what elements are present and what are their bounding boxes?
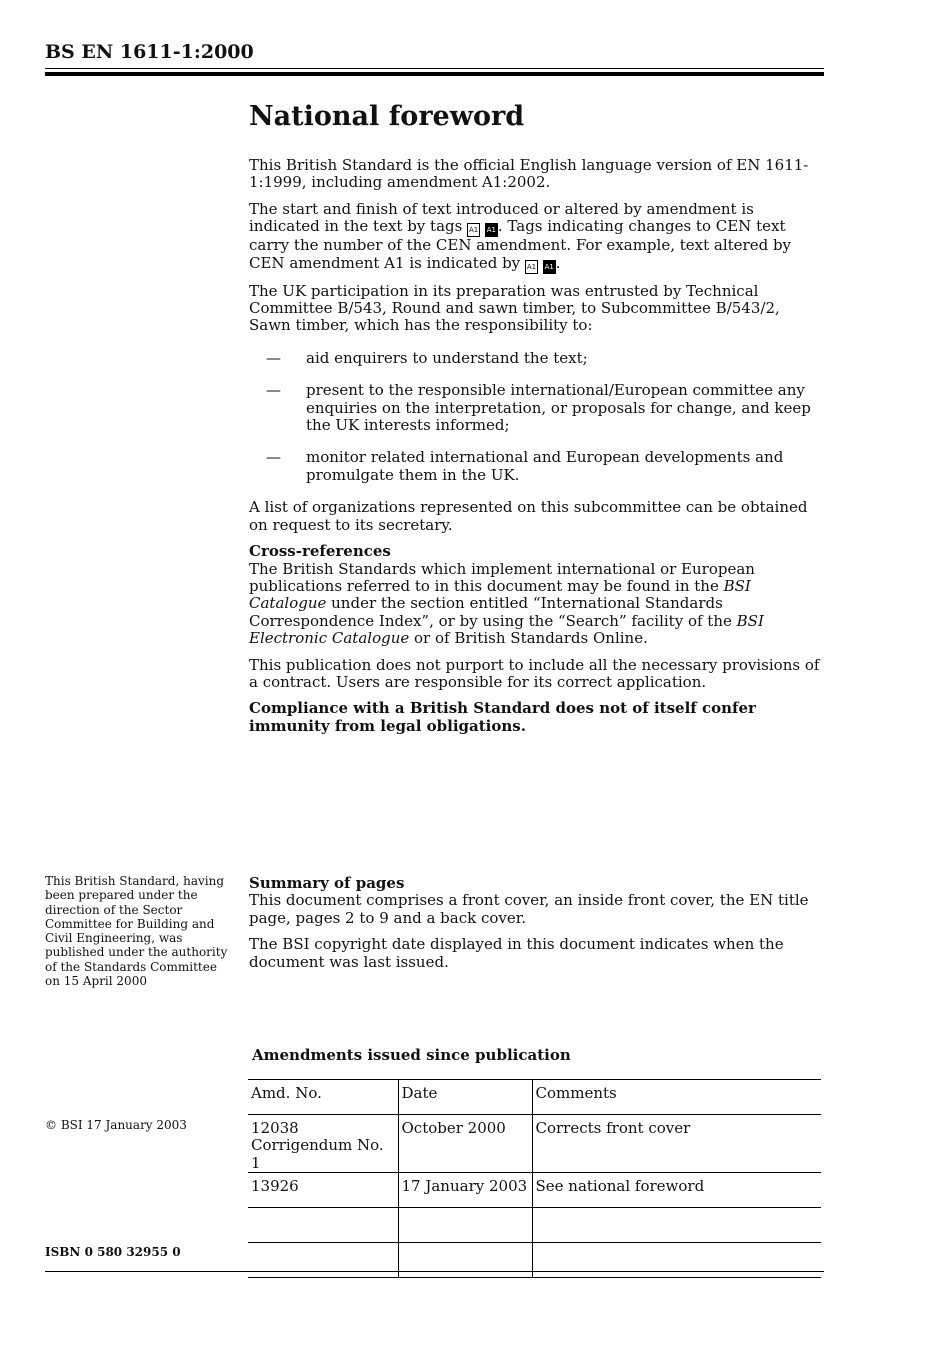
dash-bullet: —: [266, 448, 281, 467]
paragraph-amendment-tags: The start and finish of text introduced or altered by amendment is indicated in the text by tags A1 A1 . Tags indicating changes to CEN text carry the number of the CEN amendment. For example, text altered by CEN amendment A1 is indicated by A1 A1 .: [249, 199, 792, 272]
comments-cell: [532, 1208, 821, 1243]
table-row: [248, 1243, 821, 1278]
summary-heading: Summary of pages: [249, 874, 405, 892]
amendment-end-tag-icon: A1: [543, 260, 556, 274]
summary-paragraph-copyright: The BSI copyright date displayed in this document indicates when the document was last issued.: [249, 935, 784, 971]
copyright-notice: © BSI 17 January 2003: [45, 1118, 187, 1132]
list-item: — aid enquirers to understand the text;: [266, 348, 588, 367]
column-header-comments: Comments: [532, 1080, 821, 1115]
table-row: [248, 1115, 821, 1173]
list-item: — present to the responsible international/European committee any enquiries on the interpretation, or proposals for change, and keep the UK interests informed;: [266, 381, 811, 435]
isbn: ISBN 0 580 32955 0: [45, 1245, 181, 1259]
date-cell: October 2000: [398, 1115, 532, 1173]
amendment-start-tag-icon: A1: [467, 223, 480, 237]
table-row: [248, 1208, 821, 1243]
footer-rule: [45, 1271, 824, 1272]
dash-bullet: —: [266, 348, 281, 367]
paragraph-organizations: A list of organizations represented on this subcommittee can be obtained on request to its secretary.: [249, 498, 808, 534]
paragraph-committee: The UK participation in its preparation was entrusted by Technical Committee B/543, Round and sawn timber, to Subcommittee B/543/2, Sawn timber, which has the responsibility to:: [249, 281, 780, 335]
list-item: — monitor related international and European developments and promulgate them in the UK.: [266, 448, 784, 484]
amd-no-cell: [248, 1243, 398, 1278]
bsi-catalogue-title: BSI Catalogue: [249, 576, 751, 613]
paragraph-cross-references: The British Standards which implement international or European publications referred to in this document may be found in the BSI Catalogue under the section entitled “International Standards Correspondence Index”, or by using the “Search” facility of the BSI Electronic Catalogue or of British Standards Online.: [249, 559, 764, 648]
table-row: [248, 1173, 821, 1208]
table-header-row: [248, 1080, 821, 1115]
paragraph-provisions: This publication does not purport to include all the necessary provisions of a contract. Users are responsible for its correct application.: [249, 655, 820, 691]
column-header-amd-no: Amd. No.: [248, 1080, 398, 1115]
bsi-electronic-catalogue-title: BSI Electronic Catalogue: [249, 611, 764, 648]
cross-references-heading: Cross-references: [249, 542, 391, 561]
amendment-end-tag-icon: A1: [485, 223, 498, 237]
comments-cell: Corrects front cover: [532, 1115, 821, 1173]
date-cell: 17 January 2003: [398, 1173, 532, 1208]
amd-no-cell: [248, 1208, 398, 1243]
date-cell: [398, 1243, 532, 1278]
document-id: BS EN 1611-1:2000: [45, 41, 254, 63]
amd-no-cell: 12038 Corrigendum No. 1: [248, 1115, 398, 1173]
paragraph-version: This British Standard is the official English language version of EN 1611-1:1999, including amendment A1:2002.: [249, 156, 809, 192]
publication-note: This British Standard, having been prepared under the direction of the Sector Committee for Building and Civil Engineering, was published under the authority of the Standards Committee on 15 April 2000: [45, 874, 228, 989]
amd-no-cell: 13926: [248, 1173, 398, 1208]
amendments-table: [248, 1079, 821, 1278]
summary-of-pages: [249, 875, 824, 980]
comments-cell: [532, 1243, 821, 1278]
column-header-date: Date: [398, 1080, 532, 1115]
summary-paragraph-pages: This document comprises a front cover, an inside front cover, the EN title page, pages 2 to 9 and a back cover.: [249, 891, 809, 927]
paragraph-compliance: Compliance with a British Standard does not of itself confer immunity from legal obligations.: [249, 699, 756, 735]
comments-cell: See national foreword: [532, 1173, 821, 1208]
header-rule-thick: [45, 72, 824, 76]
foreword-body: [249, 157, 824, 744]
header-rule-thin: [45, 68, 824, 69]
responsibility-list: [249, 350, 824, 484]
amendments-title: Amendments issued since publication: [252, 1046, 571, 1064]
date-cell: [398, 1208, 532, 1243]
amendment-start-tag-icon: A1: [525, 260, 538, 274]
page-title: National foreword: [249, 101, 525, 132]
dash-bullet: —: [266, 381, 281, 400]
